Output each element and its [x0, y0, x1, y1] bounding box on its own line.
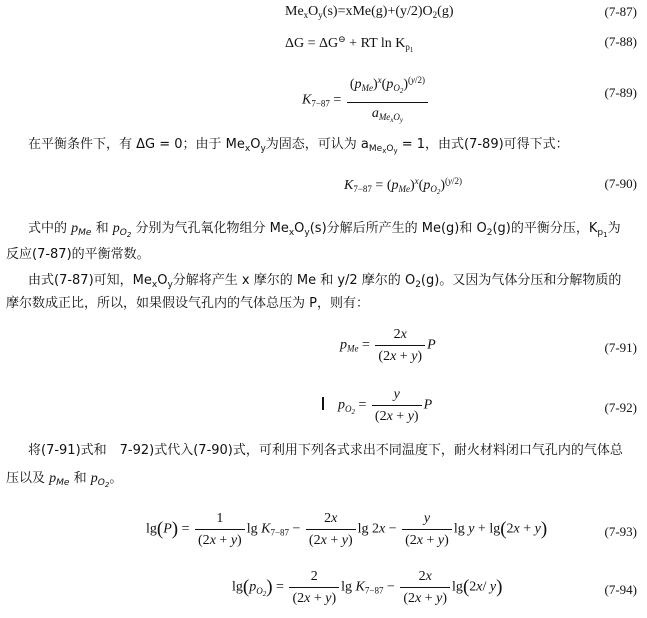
equation-7-92	[0, 386, 647, 432]
text-run: 和	[95, 221, 109, 236]
text-run: 。	[109, 471, 123, 486]
paragraph-definitions-cont	[6, 244, 642, 266]
text-run: 摩尔数成正比，所以，如果假设气孔内的气体总压为 P，则有：	[6, 296, 369, 311]
equation-number: (7-90)	[604, 176, 637, 191]
equation-7-89	[0, 66, 647, 122]
text-run: 分解将产生 x 摩尔的 Me 和 y/2 摩尔的 O	[172, 273, 416, 288]
fraction: $\frac{(p_{Me})^x(p_{O_2})^{(y/2)}}{a_{Me_xO_y}}$	[347, 72, 428, 129]
equation-number: (7-89)	[604, 85, 637, 100]
equation-7-94	[0, 568, 647, 614]
equation-number: (7-94)	[604, 582, 637, 597]
text-run: 分别为气孔氧化物组分 Me	[135, 221, 289, 236]
text-run: 反应(7-87)的平衡常数。	[6, 247, 150, 262]
equation-7-90-body: $K_{7-87} = (p_{Me})^x(p_{O_2})^{(y/2)}$	[344, 176, 462, 196]
equation-number: (7-88)	[604, 34, 637, 49]
paragraph-decomposition-cont	[6, 293, 642, 315]
text-run: 由式(7-87)可知，Me	[28, 273, 152, 288]
equation-7-94-body: $\lg(p_{O_2})$ = $\frac{2}{(2x + y)}$ $\lg K_{7-87}$ − $\frac{2x}{(2x + y)}$ lg(2x/ y)	[232, 569, 503, 606]
fraction: $\frac{2x}{(2x + y)}$	[375, 326, 425, 365]
fraction: $\frac{y}{(2x + y)}$	[402, 510, 452, 549]
paragraph-definitions: 式中的 $p_{Me}$ 和 $p_{O_2}$ 分别为气孔氧化物组分 $Me_xO_y(s)$分解后所产生的 Me(g)和 $O_2(g)$的平衡分压，$K_{p_1}$为	[28, 221, 621, 239]
equation-number: (7-93)	[604, 524, 637, 539]
text-run: = 1，由式(7-89)可得下式：	[397, 137, 569, 152]
equation-number: (7-87)	[604, 4, 637, 19]
fraction: $\frac{2x}{(2x + y)}$	[306, 510, 356, 549]
text-run: (g)。又因为气体分压和分解物质的	[420, 273, 622, 288]
paragraph-decomposition: 由式(7-87)可知，$Me_xO_y$分解将产生 x 摩尔的 Me 和 y/2 摩尔的 $O_2(g)$。又因为气体分压和分解物质的	[28, 273, 622, 290]
text-run: (g)的平衡分压，K	[492, 221, 598, 236]
equation-7-88-body: ΔG = ΔG⊖ + RT $\ln K_{p_1}$	[285, 34, 414, 54]
text-run: 式中的	[28, 221, 68, 236]
equation-7-91	[0, 326, 647, 372]
fraction: $\frac{y}{(2x + y)}$	[372, 386, 422, 425]
text-run: 在平衡条件下，有 ΔG = 0；由于 Me	[28, 137, 245, 152]
fraction: $\frac{2}{(2x + y)}$	[289, 568, 339, 607]
text-run: 为固态，可认为 a	[265, 137, 369, 152]
equation-7-89-body: $K_{7-87}$ = $\frac{(p_{Me})^x(p_{O_2})^{(y/2)}}{a_{Me_xO_y}}$	[302, 72, 430, 129]
equation-7-93	[0, 510, 647, 556]
equation-7-91-body: $p_{Me}$ = $\frac{2x}{(2x + y)}$ P	[340, 327, 436, 364]
equation-7-87-body: $Me_xO_y(s)=xMe(g)+(y/2)O_2(g)$	[285, 4, 454, 20]
paragraph-substitution-cont: 压以及 $p_{Me}$ 和 $p_{O_2}$。	[6, 471, 123, 489]
equation-7-92-body: $p_{O_2}$ = $\frac{y}{(2x + y)}$ P	[322, 386, 432, 425]
equation-number: (7-91)	[604, 340, 637, 355]
text-run: 压以及	[6, 471, 46, 486]
fraction: $\frac{1}{(2x + y)}$	[195, 510, 245, 549]
equation-7-93-body: lg(P) = $\frac{1}{(2x + y)}$ $\lg K_{7-87}$ − $\frac{2x}{(2x + y)}$ lg 2x − $\frac{y}{(2x + y)}$ lg y + lg(2x + y)	[146, 511, 548, 548]
text-run: 将(7-91)式和 7-92)式代入(7-90)式，可利用下列各式求出不同温度下，耐火材料闭口气孔内的气体总	[28, 443, 623, 458]
text-run: (s)分解后所产生的 Me(g)和 O	[309, 221, 487, 236]
paragraph-substitution	[6, 440, 647, 462]
text-run: 和	[73, 471, 87, 486]
equation-number: (7-92)	[604, 400, 637, 415]
text-run: 为	[607, 221, 621, 236]
fraction: $\frac{2x}{(2x + y)}$	[400, 568, 450, 607]
text-cursor-icon	[322, 397, 324, 410]
paragraph-equilibrium: 在平衡条件下，有 ΔG = 0；由于 $Me_xO_y$为固态，可认为 $a_{Me_xO_y} = 1$，由式(7-89)可得下式：	[28, 137, 569, 155]
